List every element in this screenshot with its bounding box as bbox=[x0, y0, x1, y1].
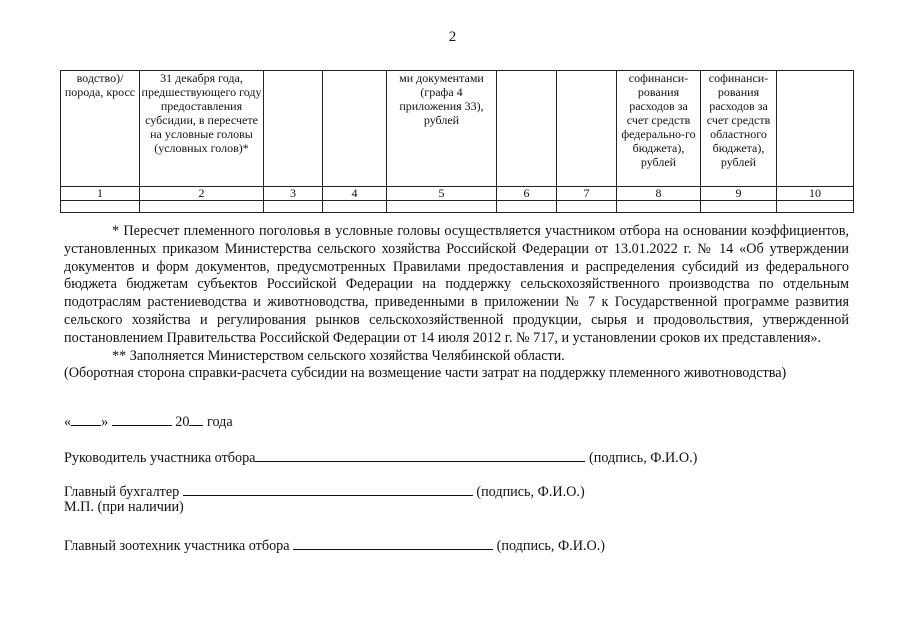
column-number: 1 bbox=[61, 187, 140, 201]
date-quote-close: » bbox=[101, 414, 109, 430]
seal-note: М.П. (при наличии) bbox=[64, 499, 184, 515]
head-hint: (подпись, Ф.И.О.) bbox=[589, 450, 698, 466]
table-header-cell: софинанси-рования расходов за счет средств областного бюджета), рублей bbox=[701, 71, 777, 187]
year-field[interactable] bbox=[189, 412, 203, 426]
table-header-cell bbox=[323, 71, 387, 187]
footnote-ministry: ** Заполняется Министерством сельского хозяйства Челябинской области. bbox=[112, 347, 565, 364]
table-cell[interactable] bbox=[497, 201, 557, 213]
table-cell[interactable] bbox=[557, 201, 617, 213]
column-number: 9 bbox=[701, 187, 777, 201]
signature-zootech bbox=[64, 536, 605, 556]
accountant-hint: (подпись, Ф.И.О.) bbox=[476, 484, 585, 500]
column-number: 2 bbox=[140, 187, 264, 201]
head-label: Руководитель участника отбора bbox=[64, 450, 256, 466]
accountant-label: Главный бухгалтер bbox=[64, 484, 180, 500]
column-number-row bbox=[61, 187, 854, 201]
month-field[interactable] bbox=[112, 412, 172, 426]
column-number: 4 bbox=[323, 187, 387, 201]
table-header-cell bbox=[497, 71, 557, 187]
footnotes bbox=[64, 223, 849, 383]
table-header-cell bbox=[264, 71, 323, 187]
table-cell[interactable] bbox=[264, 201, 323, 213]
date-quote-open: « bbox=[64, 414, 72, 430]
footnote-conversion: * Пересчет племенного поголовья в условные головы осуществляется участником отбора на основании коэффициентов, установленных приказом Министерства сельского хозяйства Российской Федерации от 13.01.2022 г. № 14 «Об утверждении документов и форм документов, предусмотренных Правилами предоставления и распределения субсидий из федерального бюджета бюджетам субъектов Российской Федерации на поддержку сельскохозяйственного производства по отдельным подотраслям растениеводства и животноводства, приведенными в приложении № 7 к Государственной программе развития сельского хозяйства и регулирования рынков сельскохозяйственной продукции, сырья и продовольствия, утвержденной постановлением Правительства Российской Федерации от 14 июля 2012 г. № 717, и установлении сроков их представления». bbox=[64, 223, 849, 346]
table-header-cell bbox=[557, 71, 617, 187]
year-prefix: 20 bbox=[175, 414, 190, 430]
column-number: 6 bbox=[497, 187, 557, 201]
column-number: 8 bbox=[617, 187, 701, 201]
table-header-cell: софинанси-рования расходов за счет средств федерально-го бюджета), рублей bbox=[617, 71, 701, 187]
table-header-row bbox=[61, 71, 854, 187]
head-signature-field[interactable] bbox=[255, 448, 585, 462]
table-cell[interactable] bbox=[61, 201, 140, 213]
table-header-cell: водство)/ порода, кросс bbox=[61, 71, 140, 187]
accountant-signature-field[interactable] bbox=[183, 482, 473, 496]
zootech-hint: (подпись, Ф.И.О.) bbox=[496, 538, 606, 554]
table-cell[interactable] bbox=[701, 201, 777, 213]
year-suffix: года bbox=[207, 414, 233, 430]
page-number: 2 bbox=[448, 29, 457, 45]
date-line bbox=[64, 412, 233, 432]
column-number: 10 bbox=[777, 187, 854, 201]
zootech-label: Главный зоотехник участника отбора bbox=[64, 538, 290, 554]
subsidy-table bbox=[60, 70, 854, 213]
table-cell[interactable] bbox=[323, 201, 387, 213]
table-cell[interactable] bbox=[140, 201, 264, 213]
table-cell[interactable] bbox=[777, 201, 854, 213]
table-cell[interactable] bbox=[387, 201, 497, 213]
reverse-side-caption: (Оборотная сторона справки-расчета субсидии на возмещение части затрат на поддержку племенного животноводства) bbox=[64, 365, 787, 382]
table-header-cell: 31 декабря года, предшествующего году предоставления субсидии, в пересчете на условные головы (условных голов)* bbox=[140, 71, 264, 187]
column-number: 7 bbox=[557, 187, 617, 201]
zootech-signature-field[interactable] bbox=[293, 536, 493, 550]
table-header-cell: ми документами (графа 4 приложения 33), рублей bbox=[387, 71, 497, 187]
day-field[interactable] bbox=[71, 412, 101, 426]
column-number: 3 bbox=[264, 187, 323, 201]
table-row bbox=[61, 201, 854, 213]
table-header-cell bbox=[777, 71, 854, 187]
table-cell[interactable] bbox=[617, 201, 701, 213]
column-number: 5 bbox=[387, 187, 497, 201]
signature-head bbox=[64, 448, 697, 468]
